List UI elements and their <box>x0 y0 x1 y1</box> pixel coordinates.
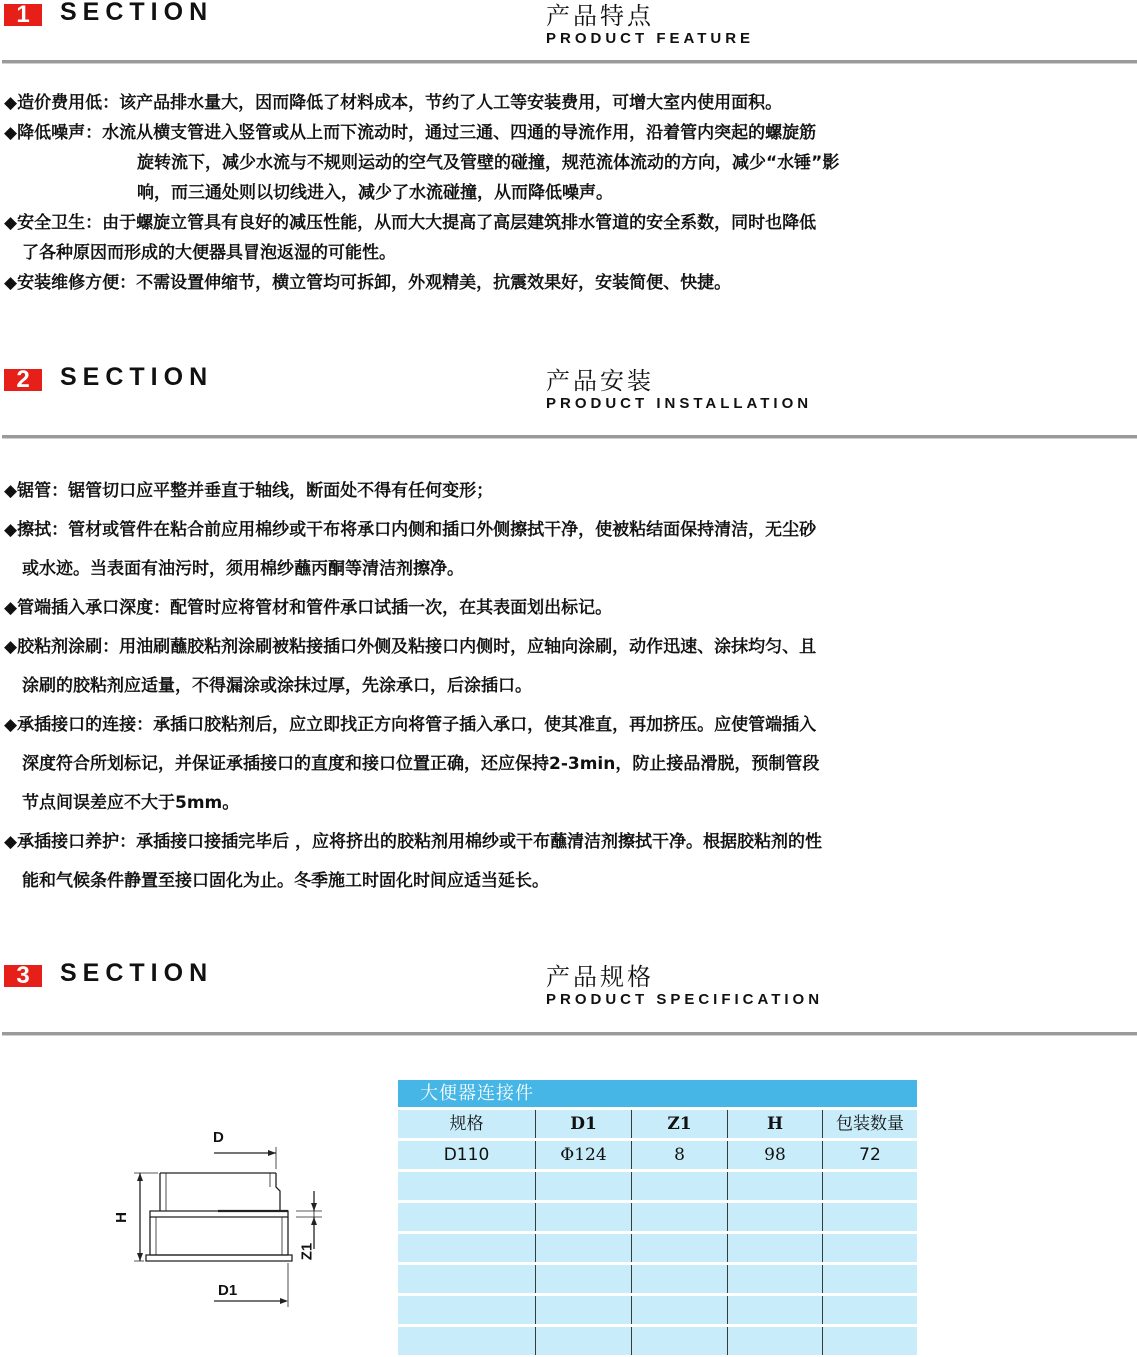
spec-table-empty-row <box>398 1203 917 1231</box>
empty-cell <box>728 1265 823 1293</box>
cell-d1: Φ124 <box>536 1141 632 1169</box>
install-line: 或水迹。当表面有油污时，须用棉纱蘸丙酮等清洁剂擦净。 <box>22 559 464 579</box>
install-line: ◆锯管：锯管切口应平整并垂直于轴线，断面处不得有任何变形； <box>4 481 494 501</box>
spec-table <box>398 1080 917 1357</box>
section-2-title-cn: 产品安装 <box>546 367 654 395</box>
empty-cell <box>536 1203 632 1231</box>
empty-cell <box>632 1265 728 1293</box>
feature-line: 了各种原因而形成的大便器具冒泡返湿的可能性。 <box>22 243 396 263</box>
cell-spec: D110 <box>398 1141 536 1169</box>
install-line: 深度符合所划标记，并保证承插接口的直度和接口位置正确，还应保持2-3min，防止接品滑脱，预制管段 <box>22 754 820 774</box>
spec-table-empty-row <box>398 1234 917 1262</box>
section-1-number-badge: 1 <box>4 4 42 26</box>
empty-cell <box>536 1265 632 1293</box>
empty-cell <box>823 1234 917 1262</box>
empty-cell <box>632 1234 728 1262</box>
cell-z1: 8 <box>632 1141 728 1169</box>
empty-cell <box>823 1296 917 1324</box>
section-1-title-en: PRODUCT FEATURE <box>546 30 755 47</box>
empty-cell <box>398 1234 536 1262</box>
install-line: ◆管端插入承口深度：配管时应将管材和管件承口试插一次，在其表面划出标记。 <box>4 598 613 618</box>
cell-qty: 72 <box>859 1145 881 1165</box>
empty-cell <box>728 1234 823 1262</box>
section-3-divider <box>2 1032 1137 1036</box>
feature-line: 旋转流下，减少水流与不规则运动的空气及管壁的碰撞，规范流体流动的方向，减少“水锤”影 <box>137 153 840 173</box>
section-1-title-cn: 产品特点 <box>546 2 654 30</box>
empty-cell <box>398 1327 536 1355</box>
header-cell-spec: 规格 <box>398 1110 536 1138</box>
install-line: ◆承插接口的连接：承插口胶粘剂后，应立即找正方向将管子插入承口，使其准直，再加挤压。应使管端插入 <box>4 715 817 735</box>
spec-table-row <box>398 1141 917 1169</box>
empty-cell <box>536 1172 632 1200</box>
dim-label-z1: Z1 <box>298 1242 316 1261</box>
empty-cell <box>728 1327 823 1355</box>
install-line: 涂刷的胶粘剂应适量，不得漏涂或涂抹过厚，先涂承口，后涂插口。 <box>22 676 532 696</box>
install-line: ◆承插接口养护：承插接口接插完毕后 ，应将挤出的胶粘剂用棉纱或干布蘸清洁剂擦拭干净。根据胶粘剂的性 <box>4 832 822 852</box>
feature-line: ◆安全卫生：由于螺旋立管具有良好的减压性能，从而大大提高了高层建筑排水管道的安全系数，同时也降低 <box>4 213 817 233</box>
empty-cell <box>728 1203 823 1231</box>
section-1-header <box>0 0 1137 100</box>
header-cell-d1: D1 <box>536 1110 632 1138</box>
spec-table-empty-row <box>398 1296 917 1324</box>
empty-cell <box>398 1265 536 1293</box>
spec-table-empty-row <box>398 1327 917 1355</box>
dim-label-d: D <box>213 1129 224 1146</box>
empty-cell <box>536 1234 632 1262</box>
feature-line: 响，而三通处则以切线进入，减少了水流碰撞，从而降低噪声。 <box>137 183 613 203</box>
install-line: ◆擦拭：管材或管件在粘合前应用棉纱或干布将承口内侧和插口外侧擦拭干净，使被粘结面保持清洁，无尘砂 <box>4 520 817 540</box>
spec-table-empty-row <box>398 1172 917 1200</box>
fitting-diagram <box>110 1125 330 1315</box>
dim-label-d1: D1 <box>218 1282 238 1299</box>
header-cell-h: H <box>728 1110 823 1138</box>
empty-cell <box>728 1296 823 1324</box>
header-cell-qty: 包装数量 <box>836 1114 904 1134</box>
section-1-divider <box>2 60 1137 64</box>
empty-cell <box>823 1327 917 1355</box>
spec-table-empty-row <box>398 1265 917 1293</box>
section-2-title-en: PRODUCT INSTALLATION <box>546 395 813 412</box>
spec-table-header-row <box>398 1110 917 1138</box>
install-line: ◆胶粘剂涂刷：用油刷蘸胶粘剂涂刷被粘接插口外侧及粘接口内侧时，应轴向涂刷，动作迅速、涂抹均匀、且 <box>4 637 817 657</box>
section-3-number-badge: 3 <box>4 965 42 987</box>
install-line: 能和气候条件静置至接口固化为止。冬季施工时固化时间应适当延长。 <box>22 871 549 891</box>
section-2-divider <box>2 435 1137 439</box>
header-cell-z1: Z1 <box>632 1110 728 1138</box>
empty-cell <box>823 1203 917 1231</box>
empty-cell <box>632 1296 728 1324</box>
section-2-word: SECTION <box>60 363 214 391</box>
empty-cell <box>398 1203 536 1231</box>
cell-h: 98 <box>728 1141 823 1169</box>
empty-cell <box>632 1203 728 1231</box>
section-3-header <box>0 961 1137 1061</box>
empty-cell <box>632 1172 728 1200</box>
feature-line: ◆降低噪声：水流从横支管进入竖管或从上而下流动时，通过三通、四通的导流作用，沿着管内突起的螺旋筋 <box>4 123 817 143</box>
feature-line: ◆安装维修方便：不需设置伸缩节，横立管均可拆卸，外观精美，抗震效果好，安装简便、快捷。 <box>4 273 732 293</box>
empty-cell <box>536 1327 632 1355</box>
install-line: 节点间误差应不大于5mm。 <box>22 793 240 813</box>
empty-cell <box>398 1172 536 1200</box>
section-3-title-en: PRODUCT SPECIFICATION <box>546 991 824 1008</box>
section-3-title-cn: 产品规格 <box>546 963 654 991</box>
empty-cell <box>632 1327 728 1355</box>
dim-label-h: H <box>112 1212 130 1223</box>
section-3-word: SECTION <box>60 959 214 987</box>
section-2-header <box>0 365 1137 465</box>
feature-line: ◆造价费用低：该产品排水量大，因而降低了材料成本，节约了人工等安装费用，可增大室内使用面积。 <box>4 93 783 113</box>
empty-cell <box>823 1265 917 1293</box>
empty-cell <box>536 1296 632 1324</box>
empty-cell <box>398 1296 536 1324</box>
section-2-number-badge: 2 <box>4 369 42 391</box>
empty-cell <box>823 1172 917 1200</box>
spec-table-title: 大便器连接件 <box>398 1080 917 1107</box>
section-1-word: SECTION <box>60 0 214 26</box>
empty-cell <box>728 1172 823 1200</box>
